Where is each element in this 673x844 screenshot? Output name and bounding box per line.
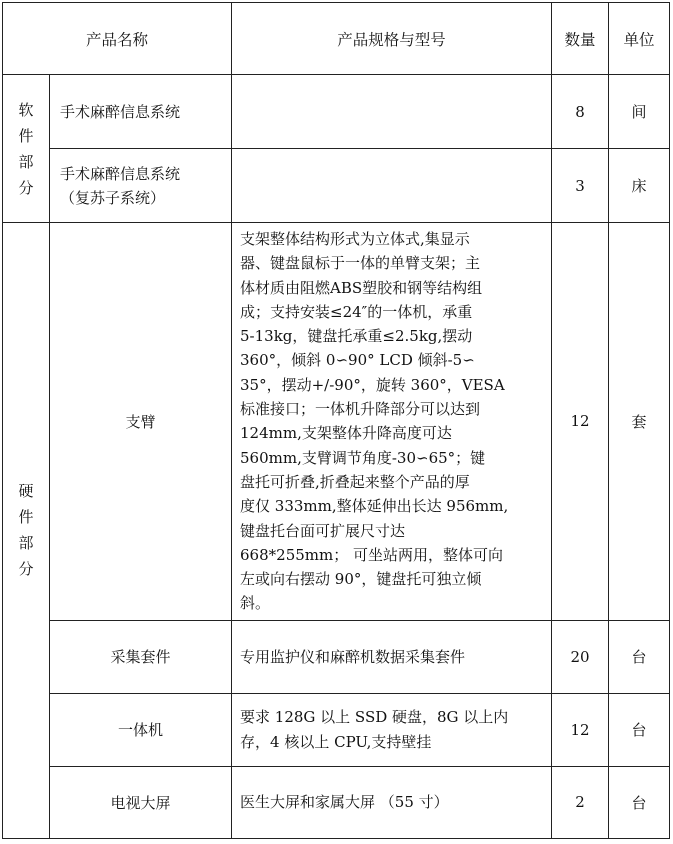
table-row [3,223,670,621]
header-product-name: 产品名称 [3,3,232,75]
product-spec: 医生大屏和家属大屏 （55 寸） [232,766,552,838]
product-spec [232,149,552,223]
product-spec-table [2,2,670,839]
product-unit: 台 [609,693,670,766]
product-name: 手术麻醉信息系统 （复苏子系统） [50,149,232,223]
product-unit: 台 [609,766,670,838]
header-quantity: 数量 [552,3,609,75]
product-quantity: 3 [552,149,609,223]
product-quantity: 12 [552,693,609,766]
table-row [3,149,670,223]
product-spec: 支架整体结构形式为立体式,集显示 器、键盘鼠标于一体的单臂支架；主 体材质由阻燃ABS塑胶和钢等结构组 成；支持安装≤24″的一体机，承重 5-13kg，键盘托承重≤2.5kg,摆动 360°，倾斜 0∽90° LCD 倾斜-5∽ 35°，摆动+/-90°，旋转 360°，VESA 标准接口；一体机升降部分可以达到 124mm,支架整体升降高度可达 560mm,支臂调节角度-30∽65°；键 盘托可折叠,折叠起来整个产品的厚 度仅 333mm,整体延伸出长达 956mm, 键盘托台面可扩展尺寸达 668*255mm； 可坐站两用，整体可向 左或向右摆动 90°，键盘托可独立倾 斜。 [232,223,552,621]
product-quantity: 8 [552,75,609,149]
product-name: 手术麻醉信息系统 [50,75,232,149]
product-spec: 要求 128G 以上 SSD 硬盘，8G 以上内 存，4 核以上 CPU,支持壁挂 [232,693,552,766]
product-name: 采集套件 [50,620,232,693]
product-unit: 床 [609,149,670,223]
table-row [3,766,670,838]
product-quantity: 12 [552,223,609,621]
product-spec: 专用监护仪和麻醉机数据采集套件 [232,620,552,693]
category-software: 软 件 部 分 [3,75,50,223]
table-row [3,75,670,149]
product-quantity: 2 [552,766,609,838]
product-name: 支臂 [50,223,232,621]
product-name: 一体机 [50,693,232,766]
category-hardware: 硬 件 部 分 [3,223,50,839]
header-row [3,3,670,75]
product-name: 电视大屏 [50,766,232,838]
product-quantity: 20 [552,620,609,693]
product-spec [232,75,552,149]
product-unit: 间 [609,75,670,149]
table-row [3,620,670,693]
table-row [3,693,670,766]
header-unit: 单位 [609,3,670,75]
product-unit: 台 [609,620,670,693]
product-unit: 套 [609,223,670,621]
header-spec: 产品规格与型号 [232,3,552,75]
